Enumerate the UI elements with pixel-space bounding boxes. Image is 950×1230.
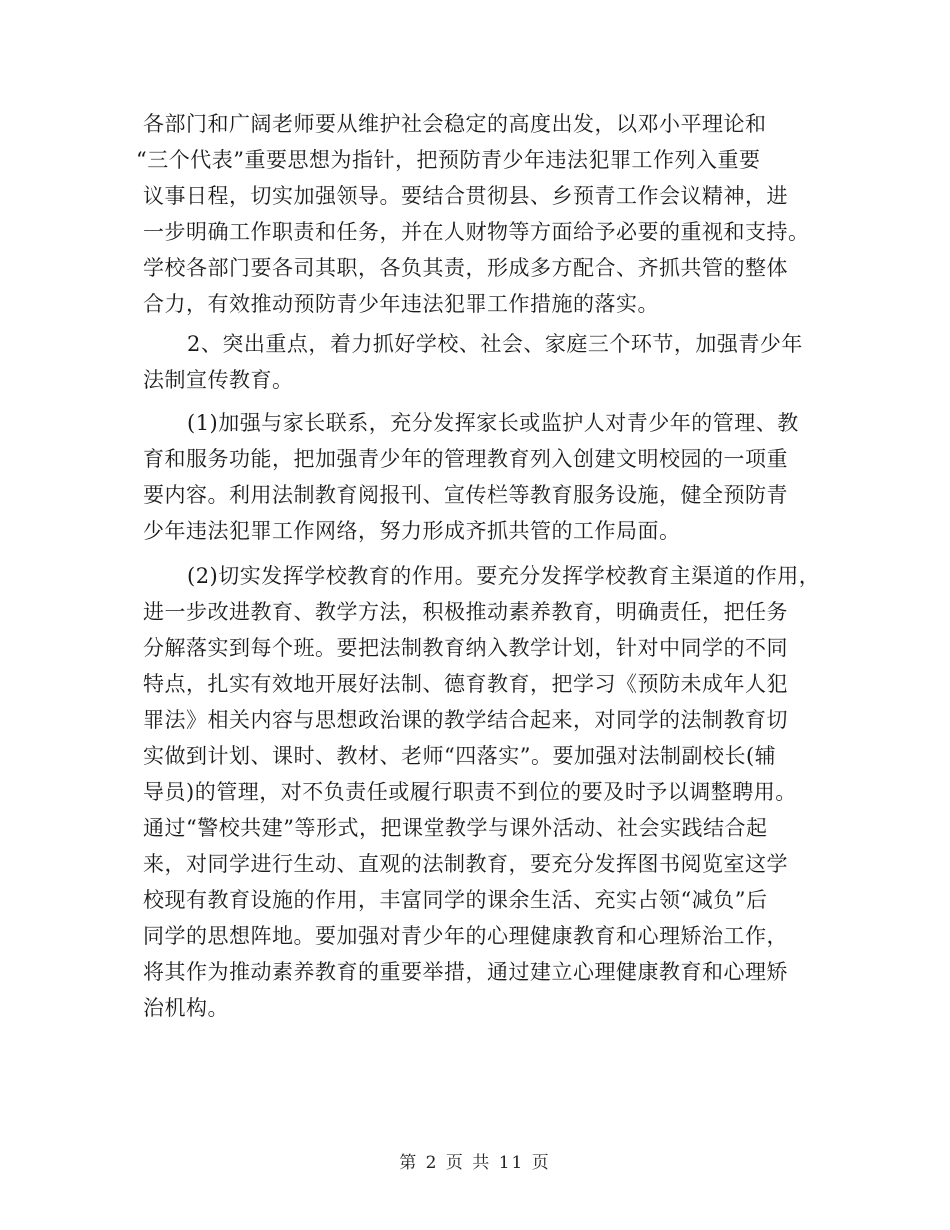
text-line: 2、突出重点，着力抓好学校、社会、家庭三个环节，加强青少年 (187, 332, 803, 356)
text-line: 通过“警校共建”等形式，把课堂教学与课外活动、社会实践结合起 (143, 816, 768, 840)
text-line: 要内容。利用法制教育阅报刊、宣传栏等教育服务设施，健全预防青 (143, 483, 788, 507)
text-line: 议事日程，切实加强领导。要结合贯彻县、乡预青工作会议精神，进 (143, 184, 788, 208)
text-line: 校现有教育设施的作用，丰富同学的课余生活、充实占领“减负”后 (143, 888, 768, 912)
text-line: 实做到计划、课时、教材、老师“四落实”。要加强对法制副校长(辅 (143, 744, 777, 768)
text-line: 治机构。 (143, 996, 229, 1020)
text-line: 罪法》相关内容与思想政治课的教学结合起来，对同学的法制教育切 (143, 708, 788, 732)
text-line: (1)加强与家长联系，充分发挥家长或监护人对青少年的管理、教 (187, 411, 799, 435)
text-line: 来，对同学进行生动、直观的法制教育，要充分发挥图书阅览室这学 (143, 852, 788, 876)
text-line: 合力，有效推动预防青少年违法犯罪工作措施的落实。 (143, 292, 659, 316)
text-line: 一步明确工作职责和任务，并在人财物等方面给予必要的重视和支持。 (143, 220, 810, 244)
text-line: 进一步改进教育、教学方法，积极推动素养教育，明确责任，把任务 (143, 600, 788, 624)
text-line: 学校各部门要各司其职，各负其责，形成多方配合、齐抓共管的整体 (143, 256, 788, 280)
text-line: 特点，扎实有效地开展好法制、德育教育，把学习《预防未成年人犯 (143, 672, 788, 696)
text-line: 法制宣传教育。 (143, 368, 294, 392)
text-line: 分解落实到每个班。要把法制教育纳入教学计划，针对中同学的不同 (143, 636, 788, 660)
text-line: 少年违法犯罪工作网络，努力形成齐抓共管的工作局面。 (143, 519, 681, 543)
page-number: 第 2 页 共 11 页 (399, 1153, 551, 1173)
text-line: 各部门和广阔老师要从维护社会稳定的高度出发，以邓小平理论和 (143, 112, 767, 136)
text-line: 同学的思想阵地。要加强对青少年的心理健康教育和心理矫治工作， (143, 924, 788, 948)
text-line: (2)切实发挥学校教育的作用。要充分发挥学校教育主渠道的作用， (187, 564, 821, 588)
text-line: “三个代表”重要思想为指针，把预防青少年违法犯罪工作列入重要 (136, 148, 761, 172)
text-line: 导员)的管理，对不负责任或履行职责不到位的要及时予以调整聘用。 (143, 780, 797, 804)
text-line: 将其作为推动素养教育的重要举措，通过建立心理健康教育和心理矫 (143, 960, 788, 984)
text-line: 育和服务功能，把加强青少年的管理教育列入创建文明校园的一项重 (143, 447, 788, 471)
